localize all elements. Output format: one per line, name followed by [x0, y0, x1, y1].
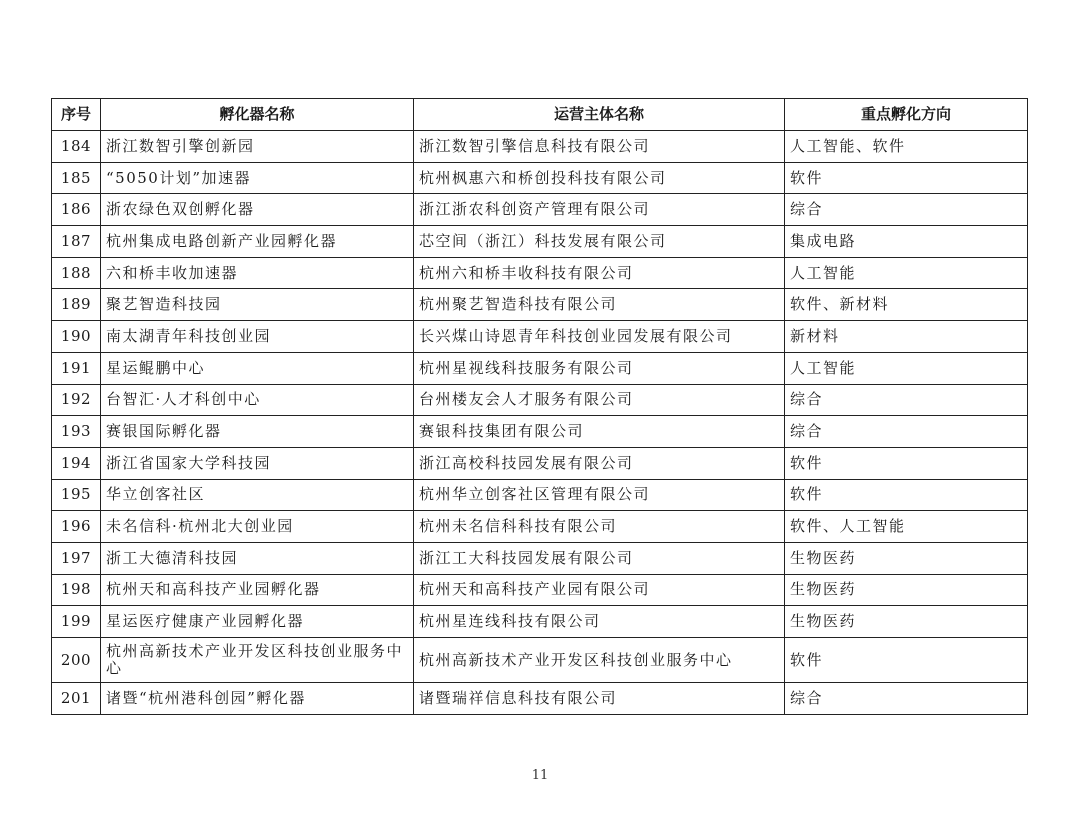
table-header: [52, 99, 1028, 131]
table-row: [52, 447, 1028, 479]
row-index-cell: 193: [52, 416, 101, 448]
operator-name-cell: 浙江数智引擎信息科技有限公司: [414, 131, 785, 163]
incubator-name-cell: 未名信科·杭州北大创业园: [101, 511, 414, 543]
table-row: [52, 574, 1028, 606]
incubator-name-cell: 浙江数智引擎创新园: [101, 131, 414, 163]
table-row: [52, 416, 1028, 448]
table-row: [52, 479, 1028, 511]
incubator-name-cell: 浙农绿色双创孵化器: [101, 194, 414, 226]
focus-direction-cell: 生物医药: [785, 606, 1028, 638]
operator-name-cell: 赛银科技集团有限公司: [414, 416, 785, 448]
focus-direction-cell: 软件: [785, 638, 1028, 683]
row-index-cell: 190: [52, 321, 101, 353]
incubator-table: [51, 98, 1028, 715]
focus-direction-cell: 生物医药: [785, 574, 1028, 606]
table-row: [52, 542, 1028, 574]
table-row: [52, 257, 1028, 289]
incubator-name-cell: 星运鲲鹏中心: [101, 352, 414, 384]
row-index-cell: 188: [52, 257, 101, 289]
row-index-cell: 194: [52, 447, 101, 479]
operator-name-cell: 杭州聚艺智造科技有限公司: [414, 289, 785, 321]
operator-name-cell: 杭州未名信科科技有限公司: [414, 511, 785, 543]
focus-direction-cell: 软件: [785, 479, 1028, 511]
table-row: [52, 606, 1028, 638]
focus-direction-cell: 综合: [785, 384, 1028, 416]
operator-name-cell: 杭州星连线科技有限公司: [414, 606, 785, 638]
row-index-cell: 201: [52, 683, 101, 715]
table-row: [52, 321, 1028, 353]
operator-name-cell: 杭州天和高科技产业园有限公司: [414, 574, 785, 606]
focus-direction-cell: 综合: [785, 194, 1028, 226]
focus-direction-cell: 新材料: [785, 321, 1028, 353]
table-row: [52, 683, 1028, 715]
incubator-name-cell: “5050计划”加速器: [101, 162, 414, 194]
row-index-cell: 198: [52, 574, 101, 606]
row-index-cell: 192: [52, 384, 101, 416]
focus-direction-cell: 软件: [785, 447, 1028, 479]
header-incubator-name: 孵化器名称: [101, 99, 414, 131]
row-index-cell: 200: [52, 638, 101, 683]
focus-direction-cell: 人工智能、软件: [785, 131, 1028, 163]
row-index-cell: 199: [52, 606, 101, 638]
header-operator-name: 运营主体名称: [414, 99, 785, 131]
operator-name-cell: 芯空间（浙江）科技发展有限公司: [414, 226, 785, 258]
table-row: [52, 352, 1028, 384]
focus-direction-cell: 软件、新材料: [785, 289, 1028, 321]
table-row: [52, 162, 1028, 194]
incubator-name-cell: 浙江省国家大学科技园: [101, 447, 414, 479]
focus-direction-cell: 软件: [785, 162, 1028, 194]
operator-name-cell: 杭州高新技术产业开发区科技创业服务中心: [414, 638, 785, 683]
incubator-name-cell: 南太湖青年科技创业园: [101, 321, 414, 353]
table-row: [52, 289, 1028, 321]
table-row: [52, 638, 1028, 683]
incubator-name-cell: 台智汇·人才科创中心: [101, 384, 414, 416]
row-index-cell: 197: [52, 542, 101, 574]
row-index-cell: 186: [52, 194, 101, 226]
row-index-cell: 187: [52, 226, 101, 258]
operator-name-cell: 杭州枫惠六和桥创投科技有限公司: [414, 162, 785, 194]
row-index-cell: 185: [52, 162, 101, 194]
row-index-cell: 196: [52, 511, 101, 543]
incubator-name-cell: 杭州高新技术产业开发区科技创业服务中心: [101, 638, 414, 683]
table-row: [52, 511, 1028, 543]
operator-name-cell: 杭州星视线科技服务有限公司: [414, 352, 785, 384]
focus-direction-cell: 生物医药: [785, 542, 1028, 574]
header-focus-direction: 重点孵化方向: [785, 99, 1028, 131]
header-row: [52, 99, 1028, 131]
table-row: [52, 226, 1028, 258]
operator-name-cell: 台州楼友会人才服务有限公司: [414, 384, 785, 416]
incubator-name-cell: 诸暨“杭州港科创园”孵化器: [101, 683, 414, 715]
operator-name-cell: 长兴煤山诗恩青年科技创业园发展有限公司: [414, 321, 785, 353]
table-row: [52, 131, 1028, 163]
page-number: 11: [531, 768, 549, 783]
focus-direction-cell: 集成电路: [785, 226, 1028, 258]
operator-name-cell: 杭州六和桥丰收科技有限公司: [414, 257, 785, 289]
incubator-name-cell: 杭州集成电路创新产业园孵化器: [101, 226, 414, 258]
row-index-cell: 189: [52, 289, 101, 321]
incubator-name-cell: 赛银国际孵化器: [101, 416, 414, 448]
incubator-name-cell: 聚艺智造科技园: [101, 289, 414, 321]
operator-name-cell: 杭州华立创客社区管理有限公司: [414, 479, 785, 511]
row-index-cell: 191: [52, 352, 101, 384]
focus-direction-cell: 人工智能: [785, 257, 1028, 289]
incubator-name-cell: 杭州天和高科技产业园孵化器: [101, 574, 414, 606]
focus-direction-cell: 人工智能: [785, 352, 1028, 384]
row-index-cell: 184: [52, 131, 101, 163]
incubator-name-cell: 浙工大德清科技园: [101, 542, 414, 574]
incubator-name-cell: 华立创客社区: [101, 479, 414, 511]
focus-direction-cell: 综合: [785, 683, 1028, 715]
focus-direction-cell: 综合: [785, 416, 1028, 448]
table-row: [52, 194, 1028, 226]
operator-name-cell: 浙江工大科技园发展有限公司: [414, 542, 785, 574]
row-index-cell: 195: [52, 479, 101, 511]
incubator-name-cell: 星运医疗健康产业园孵化器: [101, 606, 414, 638]
focus-direction-cell: 软件、人工智能: [785, 511, 1028, 543]
operator-name-cell: 浙江高校科技园发展有限公司: [414, 447, 785, 479]
table-row: [52, 384, 1028, 416]
table-body: [52, 131, 1028, 715]
header-index: 序号: [52, 99, 101, 131]
operator-name-cell: 诸暨瑞祥信息科技有限公司: [414, 683, 785, 715]
operator-name-cell: 浙江浙农科创资产管理有限公司: [414, 194, 785, 226]
incubator-name-cell: 六和桥丰收加速器: [101, 257, 414, 289]
